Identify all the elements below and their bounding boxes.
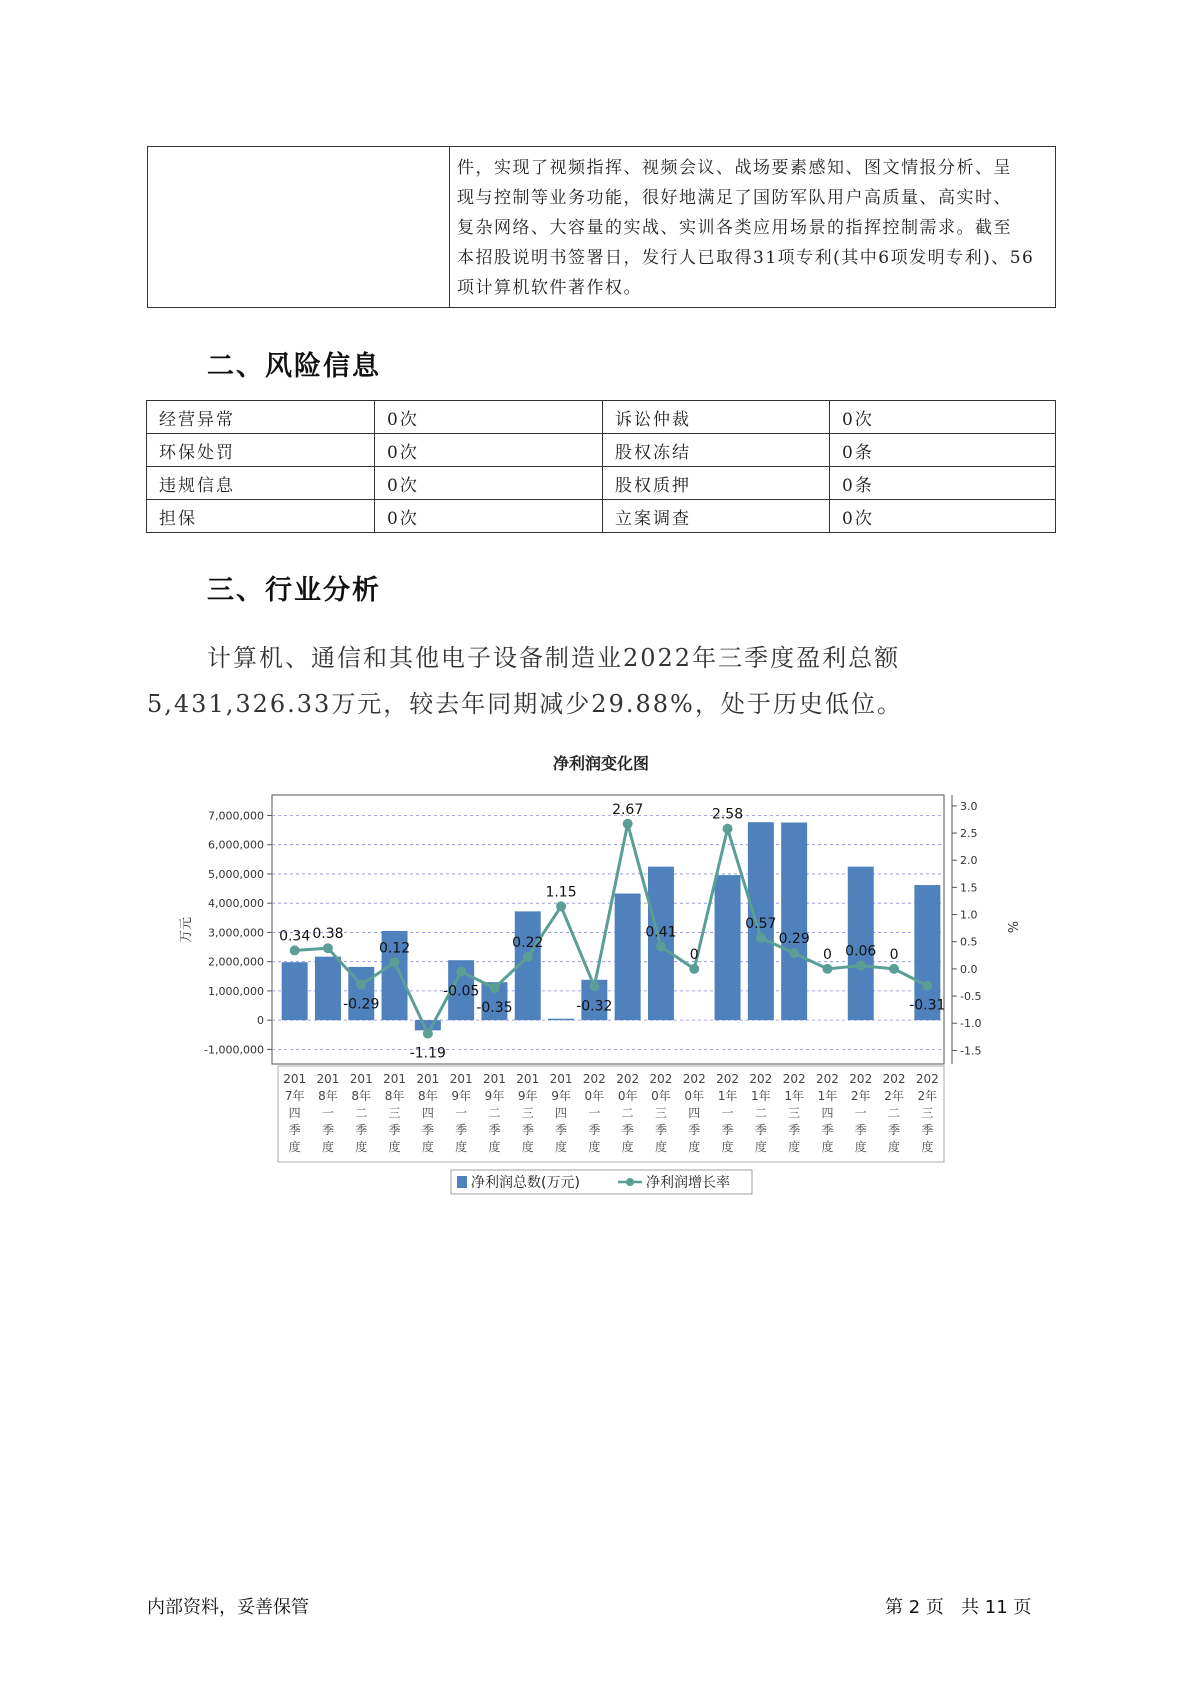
x-tick-label-line: 2年: [850, 1089, 871, 1103]
x-tick-label: [749, 1072, 772, 1154]
x-tick-label-line: 9年: [551, 1089, 571, 1103]
x-tick-label-line: 一: [588, 1106, 601, 1120]
x-tick-label-line: 季: [488, 1123, 501, 1137]
x-tick-label: [683, 1072, 706, 1154]
y2-tick-label: 2.5: [960, 827, 978, 841]
x-tick-label-line: 0年: [651, 1089, 671, 1103]
bar: [781, 822, 807, 1020]
x-tick-label-line: 202: [582, 1072, 606, 1086]
y-tick-label: 6,000,000: [208, 838, 264, 852]
x-tick-label-line: 201: [416, 1072, 440, 1086]
bar: [548, 1019, 574, 1021]
y2-tick-label: 0.5: [960, 935, 978, 949]
x-tick-label-line: 1年: [751, 1089, 771, 1103]
x-tick-label-line: 8年: [384, 1089, 405, 1103]
data-label: 0.38: [312, 926, 344, 943]
chart-line: [279, 802, 945, 1062]
y2-tick-label: 2.0: [960, 854, 978, 868]
y-tick-label: 2,000,000: [208, 955, 264, 969]
growth-point: [756, 933, 766, 943]
data-label: 0.29: [778, 931, 810, 948]
y-tick-label: 5,000,000: [208, 867, 264, 881]
chart-legend: [451, 1170, 752, 1194]
x-tick-label-line: 季: [588, 1123, 601, 1137]
data-label: -0.29: [343, 996, 380, 1013]
x-tick-label-line: 季: [821, 1123, 834, 1137]
risk-value: 0次: [375, 401, 603, 434]
risk-label: 诉讼仲裁: [603, 401, 830, 434]
bar: [282, 962, 308, 1020]
industry-paragraph-line: 计算机、通信和其他电子设备制造业2022年三季度盈利总额: [207, 644, 901, 672]
x-tick-label-line: 8年: [418, 1089, 438, 1103]
x-tick-label-line: 度: [821, 1140, 834, 1154]
x-tick-label: [550, 1072, 573, 1154]
x-tick-label-line: 二: [488, 1106, 501, 1120]
x-tick-label-line: 9年: [451, 1089, 471, 1103]
x-tick-label-line: 202: [716, 1072, 740, 1086]
x-tick-label-line: 202: [815, 1072, 839, 1086]
x-tick-label-line: 季: [888, 1123, 901, 1137]
growth-point: [523, 952, 533, 962]
x-tick-label-line: 202: [882, 1072, 906, 1086]
y-tick-label: -1,000,000: [204, 1043, 264, 1057]
x-tick-label-line: 一: [854, 1106, 867, 1120]
x-tick-label-line: 2年: [917, 1089, 938, 1103]
x-tick-label-line: 8年: [351, 1089, 372, 1103]
x-tick-label-line: 一: [721, 1106, 734, 1120]
y2-axis-label: %: [1004, 920, 1019, 934]
growth-point: [390, 957, 400, 967]
x-tick-label-line: 季: [321, 1123, 334, 1137]
x-tick-label-line: 四: [421, 1106, 434, 1120]
growth-point: [489, 983, 499, 993]
data-label: 0.41: [645, 924, 677, 941]
x-tick-label: [616, 1072, 639, 1154]
description-line: 本招股说明书签署日，发行人已取得31项专利(其中6项发明专利)、56: [457, 248, 1035, 268]
x-tick-label: [483, 1072, 506, 1154]
y2-tick-label: -0.5: [960, 990, 982, 1004]
growth-point: [356, 980, 366, 990]
description-line: 项计算机软件著作权。: [457, 278, 642, 298]
y2-tick-label: -1.5: [960, 1044, 982, 1058]
description-line: 复杂网络、大容量的实战、实训各类应用场景的指挥控制需求。截至: [457, 218, 1012, 238]
x-tick-label-line: 度: [688, 1140, 701, 1154]
y2-tick-label: -1.0: [960, 1017, 982, 1031]
growth-point: [290, 945, 300, 955]
y2-tick-label: 3.0: [960, 799, 978, 813]
risk-label: 立案调查: [603, 500, 830, 533]
x-tick-label-line: 201: [516, 1072, 540, 1086]
x-tick-label-line: 四: [288, 1106, 301, 1120]
x-tick-label-line: 1年: [717, 1089, 738, 1103]
x-tick-label-line: 度: [555, 1140, 568, 1154]
x-tick-label-line: 度: [921, 1140, 934, 1154]
plot-frame: [272, 795, 944, 1064]
x-tick-label-line: 0年: [617, 1089, 638, 1103]
x-tick-label-line: 季: [288, 1123, 301, 1137]
x-tick-label-line: 1年: [817, 1089, 838, 1103]
x-tick-label: [450, 1072, 473, 1154]
x-tick-label: [649, 1072, 672, 1154]
risk-label: 担保: [147, 500, 375, 533]
growth-point: [623, 819, 633, 829]
x-tick-label-line: 度: [721, 1140, 734, 1154]
x-tick-label-line: 季: [455, 1123, 468, 1137]
data-label: -0.32: [576, 998, 613, 1015]
x-tick-label-line: 202: [649, 1072, 673, 1086]
chart-grid: [272, 795, 944, 1064]
x-tick-label-line: 度: [288, 1140, 301, 1154]
growth-point: [856, 961, 866, 971]
x-tick-label: [383, 1072, 406, 1154]
risk-label: 违规信息: [147, 467, 375, 500]
risk-section-title: 二、风险信息: [207, 351, 381, 382]
data-label: -0.31: [909, 997, 946, 1014]
x-tick-label: [583, 1072, 606, 1154]
x-tick-label-line: 四: [688, 1106, 701, 1120]
x-tick-label-line: 季: [854, 1123, 867, 1137]
footer-page-number: 第 2 页 共 11 页: [885, 1597, 1032, 1618]
data-label: 0.22: [512, 934, 544, 951]
x-tick-label: [516, 1072, 539, 1154]
risk-label: 股权质押: [603, 467, 830, 500]
x-tick-label-line: 度: [355, 1140, 368, 1154]
x-tick-label-line: 三: [788, 1106, 801, 1120]
y-tick-label: 7,000,000: [208, 809, 264, 823]
data-label: 2.67: [612, 801, 644, 818]
growth-point: [556, 901, 566, 911]
x-tick-label-line: 一: [455, 1106, 468, 1120]
x-tick-label-line: 四: [555, 1106, 568, 1120]
x-tick-label-line: 度: [521, 1140, 534, 1154]
x-tick-label-line: 202: [782, 1072, 806, 1086]
y-tick-label: 1,000,000: [208, 984, 264, 998]
growth-point: [589, 981, 599, 991]
x-tick-label-line: 202: [849, 1072, 873, 1086]
risk-value: 0次: [830, 500, 1056, 533]
x-tick-label-line: 9年: [484, 1089, 505, 1103]
data-label: 0.57: [745, 915, 777, 932]
x-tick-label: [283, 1072, 306, 1154]
x-tick-label-line: 度: [388, 1140, 401, 1154]
x-tick-label-line: 季: [721, 1123, 734, 1137]
growth-point: [689, 964, 699, 974]
y-tick-label: 3,000,000: [208, 926, 264, 940]
x-tick-label: [849, 1072, 872, 1154]
x-tick-label-line: 季: [521, 1123, 534, 1137]
legend-swatch-bar: [457, 1176, 467, 1188]
x-tick-label-line: 201: [482, 1072, 506, 1086]
x-tick-label-line: 202: [749, 1072, 773, 1086]
data-label: 0: [889, 946, 899, 963]
description-line: 现与控制等业务功能，很好地满足了国防军队用户高质量、高实时、: [457, 188, 1012, 208]
y2-tick-label: 1.5: [960, 881, 978, 895]
x-tick-label-line: 季: [421, 1123, 434, 1137]
x-tick-label-line: 202: [915, 1072, 939, 1086]
y-tick-label: 4,000,000: [208, 897, 264, 911]
x-tick-label-line: 二: [888, 1106, 901, 1120]
x-tick-label: [350, 1072, 373, 1154]
x-tick-label-line: 7年: [284, 1089, 305, 1103]
growth-point: [656, 942, 666, 952]
growth-point: [323, 943, 333, 953]
risk-value: 0条: [830, 467, 1056, 500]
x-tick-label-line: 0年: [684, 1089, 705, 1103]
bar: [315, 957, 341, 1020]
risk-label: 环保处罚: [147, 434, 375, 467]
x-tick-label: [416, 1072, 439, 1154]
x-tick-label-line: 度: [588, 1140, 601, 1154]
x-tick-label-line: 季: [555, 1123, 568, 1137]
x-tick-label-line: 一: [321, 1106, 334, 1120]
x-tick-label-line: 0年: [584, 1089, 605, 1103]
chart-title: 净利润变化图: [552, 754, 650, 773]
x-tick-label-line: 度: [654, 1140, 667, 1154]
x-axis-frame: [278, 1066, 944, 1162]
x-tick-label-line: 三: [521, 1106, 534, 1120]
x-tick-label-line: 二: [754, 1106, 767, 1120]
growth-point: [922, 981, 932, 991]
bar: [615, 894, 641, 1021]
x-tick-label-line: 度: [788, 1140, 801, 1154]
x-tick-label-line: 季: [788, 1123, 801, 1137]
risk-value: 0次: [830, 401, 1056, 434]
x-tick-label-line: 季: [388, 1123, 401, 1137]
x-tick-label-line: 201: [283, 1072, 307, 1086]
x-tick-label-line: 度: [854, 1140, 867, 1154]
x-tick-label-line: 度: [888, 1140, 901, 1154]
data-label: 0.06: [845, 943, 877, 960]
x-tick-label-line: 201: [383, 1072, 407, 1086]
data-label: -0.05: [443, 983, 480, 1000]
x-tick-label-line: 201: [449, 1072, 473, 1086]
x-tick-label-line: 度: [321, 1140, 334, 1154]
y2-tick-label: 1.0: [960, 908, 978, 922]
risk-label: 股权冻结: [603, 434, 830, 467]
growth-point: [789, 948, 799, 958]
footer-confidential: 内部资料，妥善保管: [147, 1597, 309, 1618]
legend-label: 净利润增长率: [646, 1175, 730, 1191]
data-label: -1.19: [409, 1045, 446, 1062]
x-tick-label-line: 度: [421, 1140, 434, 1154]
x-tick-label-line: 二: [621, 1106, 634, 1120]
risk-label: 经营异常: [147, 401, 375, 434]
y-tick-label: 0: [257, 1014, 264, 1028]
x-tick-label-line: 季: [621, 1123, 634, 1137]
x-tick-label-line: 1年: [784, 1089, 804, 1103]
x-tick-label-line: 202: [682, 1072, 706, 1086]
x-tick-label-line: 季: [688, 1123, 701, 1137]
growth-point: [456, 967, 466, 977]
x-tick-label: [916, 1072, 939, 1154]
x-tick-label-line: 度: [455, 1140, 468, 1154]
x-tick-label: [816, 1072, 839, 1154]
growth-point: [423, 1029, 433, 1039]
x-tick-label-line: 201: [316, 1072, 340, 1086]
x-tick-label-line: 度: [754, 1140, 767, 1154]
x-tick-label-line: 季: [654, 1123, 667, 1137]
x-tick-label-line: 四: [821, 1106, 834, 1120]
x-tick-label: [716, 1072, 739, 1154]
risk-value: 0次: [375, 467, 603, 500]
growth-point: [822, 964, 832, 974]
risk-value: 0次: [375, 434, 603, 467]
x-tick-label: [883, 1072, 906, 1154]
bar: [715, 875, 741, 1020]
legend-swatch-dot: [626, 1178, 634, 1186]
x-tick-label: [316, 1072, 339, 1154]
data-label: -0.35: [476, 999, 513, 1016]
x-tick-label-line: 度: [621, 1140, 634, 1154]
data-label: 2.58: [711, 806, 744, 823]
y-axis-label: 万元: [179, 916, 194, 944]
x-tick-label-line: 季: [355, 1123, 368, 1137]
x-tick-label-line: 201: [349, 1072, 373, 1086]
legend-label: 净利润总数(万元): [471, 1175, 580, 1191]
industry-paragraph-line: 5,431,326.33万元，较去年同期减少29.88%，处于历史低位。: [147, 690, 903, 718]
x-tick-label-line: 8年: [318, 1089, 338, 1103]
x-tick-label: [783, 1072, 806, 1154]
growth-point: [723, 824, 733, 834]
x-tick-label-line: 202: [616, 1072, 640, 1086]
x-tick-label-line: 三: [921, 1106, 934, 1120]
risk-value: 0次: [375, 500, 603, 533]
data-label: 0: [822, 946, 832, 963]
data-label: 0: [689, 946, 699, 963]
x-tick-label-line: 季: [754, 1123, 767, 1137]
x-tick-label-line: 201: [549, 1072, 573, 1086]
data-label: 0.34: [279, 928, 311, 945]
y2-tick-label: 0.0: [960, 962, 978, 976]
growth-point: [889, 964, 899, 974]
x-tick-label-line: 三: [388, 1106, 401, 1120]
description-line: 件，实现了视频指挥、视频会议、战场要素感知、图文情报分析、呈: [457, 158, 1012, 178]
data-label: 1.15: [545, 884, 577, 901]
risk-value: 0条: [830, 434, 1056, 467]
x-tick-label-line: 季: [921, 1123, 934, 1137]
x-tick-label-line: 度: [488, 1140, 501, 1154]
x-tick-label-line: 2年: [884, 1089, 904, 1103]
x-tick-label-line: 二: [355, 1106, 368, 1120]
data-label: 0.12: [378, 940, 411, 957]
x-tick-label-line: 9年: [517, 1089, 538, 1103]
x-tick-label-line: 三: [654, 1106, 667, 1120]
industry-section-title: 三、行业分析: [207, 575, 381, 606]
